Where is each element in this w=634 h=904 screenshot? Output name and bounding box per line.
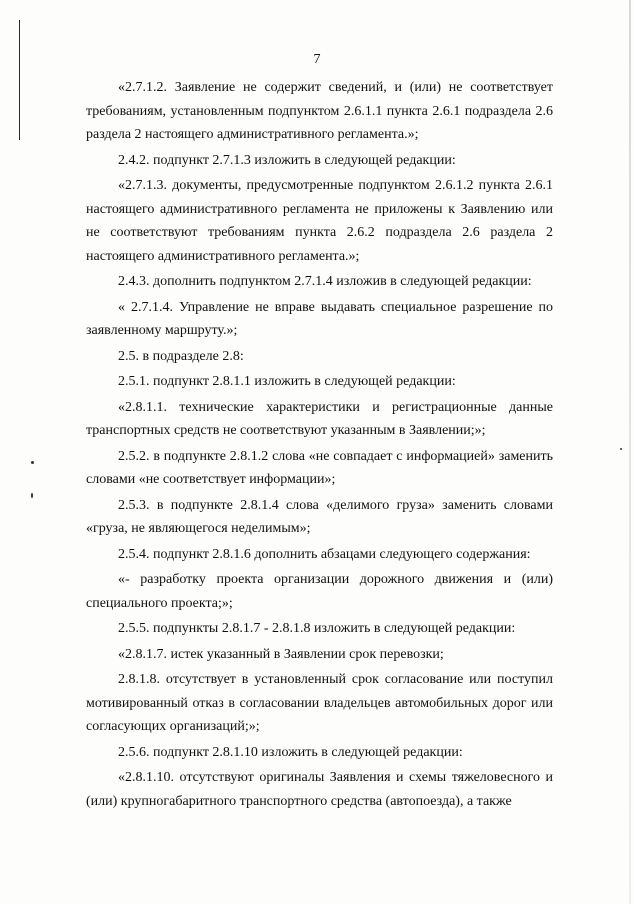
document-body: [86, 76, 553, 813]
scan-speck: [31, 493, 33, 498]
paragraph: 2.5.3. в подпункте 2.8.1.4 слова «делимого груза» заменить словами «груза, не являющегося неделимым»;: [86, 497, 553, 536]
paragraph: «2.8.1.7. истек указанный в Заявлении срок перевозки;: [118, 646, 444, 662]
paragraph: 2.4.3. дополнить подпунктом 2.7.1.4 изложив в следующей редакции:: [118, 274, 532, 289]
scan-page-edge: [629, 0, 631, 904]
paragraph: 2.8.1.8. отсутствует в установленный срок согласование или поступил мотивированный отказ в согласовании владельцев автомобильных дорог или согласующих организаций;»;: [86, 672, 553, 734]
paragraph: 2.5.2. в подпункте 2.8.1.2 слова «не совпадает с информацией» заменить словами «не соответствует информации»;: [86, 448, 553, 487]
page-number: 7: [313, 52, 321, 67]
paragraph: «2.7.1.3. документы, предусмотренные подпунктом 2.6.1.2 пункта 2.6.1 настоящего административного регламента не приложены к Заявлению или не соответствуют требованиям пункта 2.6.2 подраздела 2.6 раздела 2 настоящего административного регламента.»;: [86, 178, 553, 264]
paragraph: 2.5.5. подпункты 2.8.1.7 - 2.8.1.8 изложить в следующей редакции:: [118, 621, 516, 636]
paragraph: «- разработку проекта организации дорожного движения и (или) специального проекта;»;: [86, 572, 553, 611]
scan-speck: [31, 461, 34, 464]
paragraph: 2.4.2. подпункт 2.7.1.3 изложить в следующей редакции:: [118, 152, 456, 168]
paragraph: 2.5.4. подпункт 2.8.1.6 дополнить абзацами следующего содержания:: [118, 546, 531, 562]
paragraph: 2.5. в подразделе 2.8:: [118, 348, 244, 364]
paragraph: 2.5.1. подпункт 2.8.1.1 изложить в следующей редакции:: [118, 374, 456, 389]
scan-artifact-line: [19, 20, 20, 140]
scan-speck: [620, 448, 622, 450]
paragraph: «2.7.1.2. Заявление не содержит сведений, и (или) не соответствует требованиям, установленным подпунктом 2.6.1.1 пункта 2.6.1 подраздела 2.6 раздела 2 настоящего административного регламента.»;: [86, 80, 553, 142]
paragraph: « 2.7.1.4. Управление не вправе выдавать специальное разрешение по заявленному маршруту.»;: [86, 299, 553, 338]
paragraph: «2.8.1.10. отсутствуют оригиналы Заявления и схемы тяжеловесного и (или) крупногабаритного транспортного средства (автопоезда), а также: [86, 770, 553, 809]
paragraph: 2.5.6. подпункт 2.8.1.10 изложить в следующей редакции:: [118, 744, 463, 760]
paragraph: «2.8.1.1. технические характеристики и регистрационные данные транспортных средств не соответствуют указанным в Заявлении;»;: [86, 399, 553, 438]
